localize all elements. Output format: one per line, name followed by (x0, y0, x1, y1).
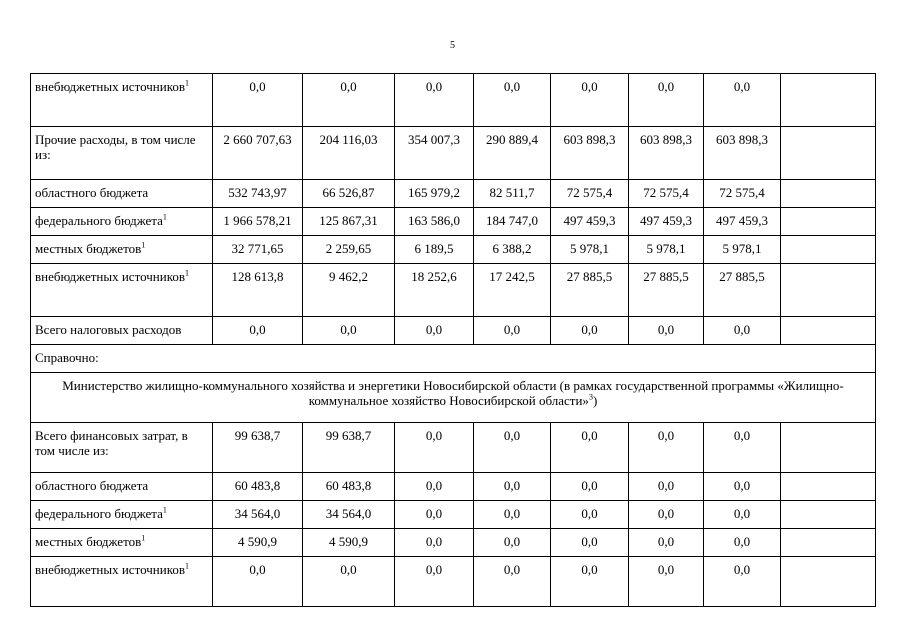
value-cell: 32 771,65 (213, 236, 303, 264)
value-cell: 4 590,9 (303, 529, 395, 557)
value-cell: 184 747,0 (474, 208, 551, 236)
empty-cell (781, 127, 876, 180)
value-cell: 0,0 (213, 74, 303, 127)
value-cell: 0,0 (474, 317, 551, 345)
value-cell: 354 007,3 (395, 127, 474, 180)
empty-cell (781, 208, 876, 236)
value-cell: 27 885,5 (629, 264, 704, 317)
value-cell: 72 575,4 (629, 180, 704, 208)
table-row (31, 180, 876, 208)
value-cell: 0,0 (213, 317, 303, 345)
value-cell: 0,0 (213, 557, 303, 607)
empty-cell (781, 317, 876, 345)
row-label: местных бюджетов$^1$ (31, 529, 213, 557)
value-cell: 0,0 (704, 74, 781, 127)
value-cell: 0,0 (303, 74, 395, 127)
value-cell: 99 638,7 (303, 423, 395, 473)
row-label: федерального бюджета$^1$ (31, 501, 213, 529)
value-cell: 0,0 (629, 423, 704, 473)
value-cell: 0,0 (474, 557, 551, 607)
value-cell: 165 979,2 (395, 180, 474, 208)
table-row (31, 345, 876, 373)
value-cell: 497 459,3 (551, 208, 629, 236)
value-cell: 0,0 (474, 74, 551, 127)
value-cell: 9 462,2 (303, 264, 395, 317)
page-number: 5 (450, 40, 455, 51)
row-label: внебюджетных источников$^1$ (31, 264, 213, 317)
value-cell: 0,0 (395, 423, 474, 473)
value-cell: 0,0 (474, 501, 551, 529)
value-cell: 2 660 707,63 (213, 127, 303, 180)
table-row (31, 208, 876, 236)
value-cell: 603 898,3 (704, 127, 781, 180)
value-cell: 4 590,9 (213, 529, 303, 557)
row-label: областного бюджета (31, 473, 213, 501)
value-cell: 0,0 (551, 557, 629, 607)
value-cell: 0,0 (704, 557, 781, 607)
value-cell: 0,0 (629, 501, 704, 529)
table-row (31, 74, 876, 127)
value-cell: 66 526,87 (303, 180, 395, 208)
table-row (31, 127, 876, 180)
table-row (31, 501, 876, 529)
value-cell: 2 259,65 (303, 236, 395, 264)
value-cell: 0,0 (551, 317, 629, 345)
value-cell: 532 743,97 (213, 180, 303, 208)
empty-cell (781, 557, 876, 607)
row-label: внебюджетных источников$^1$ (31, 74, 213, 127)
value-cell: 0,0 (551, 501, 629, 529)
value-cell: 0,0 (474, 529, 551, 557)
table-row (31, 557, 876, 607)
value-cell: 0,0 (704, 529, 781, 557)
value-cell: 0,0 (395, 74, 474, 127)
value-cell: 0,0 (474, 423, 551, 473)
table-row (31, 423, 876, 473)
value-cell: 0,0 (629, 473, 704, 501)
table-row (31, 373, 876, 423)
value-cell: 34 564,0 (303, 501, 395, 529)
value-cell: 497 459,3 (704, 208, 781, 236)
value-cell: 27 885,5 (704, 264, 781, 317)
value-cell: 0,0 (303, 557, 395, 607)
value-cell: 17 242,5 (474, 264, 551, 317)
table-row (31, 529, 876, 557)
value-cell: 6 189,5 (395, 236, 474, 264)
value-cell: 27 885,5 (551, 264, 629, 317)
empty-cell (781, 423, 876, 473)
value-cell: 72 575,4 (704, 180, 781, 208)
value-cell: 0,0 (704, 501, 781, 529)
value-cell: 60 483,8 (303, 473, 395, 501)
empty-cell (781, 473, 876, 501)
row-label: местных бюджетов$^1$ (31, 236, 213, 264)
value-cell: 0,0 (551, 423, 629, 473)
value-cell: 5 978,1 (551, 236, 629, 264)
empty-cell (781, 180, 876, 208)
value-cell: 0,0 (629, 317, 704, 345)
row-label: Прочие расходы, в том числе из: (31, 127, 213, 180)
value-cell: 0,0 (551, 473, 629, 501)
empty-cell (781, 236, 876, 264)
table-row (31, 264, 876, 317)
value-cell: 128 613,8 (213, 264, 303, 317)
value-cell: 34 564,0 (213, 501, 303, 529)
value-cell: 0,0 (395, 557, 474, 607)
ministry-heading: Министерство жилищно-коммунального хозяйства и энергетики Новосибирской области (в рамках государственной программы «Жилищно-коммунальное хозяйство Новосибирской области»$^3$) (31, 373, 876, 423)
value-cell: 1 966 578,21 (213, 208, 303, 236)
value-cell: 99 638,7 (213, 423, 303, 473)
value-cell: 0,0 (704, 473, 781, 501)
row-label: Всего налоговых расходов (31, 317, 213, 345)
value-cell: 290 889,4 (474, 127, 551, 180)
value-cell: 72 575,4 (551, 180, 629, 208)
value-cell: 603 898,3 (629, 127, 704, 180)
value-cell: 0,0 (303, 317, 395, 345)
value-cell: 0,0 (551, 74, 629, 127)
value-cell: 5 978,1 (704, 236, 781, 264)
value-cell: 497 459,3 (629, 208, 704, 236)
value-cell: 0,0 (704, 423, 781, 473)
row-label: Всего финансовых затрат, в том числе из: (31, 423, 213, 473)
value-cell: 0,0 (551, 529, 629, 557)
row-label: федерального бюджета$^1$ (31, 208, 213, 236)
table-row (31, 236, 876, 264)
row-label: областного бюджета (31, 180, 213, 208)
empty-cell (781, 501, 876, 529)
value-cell: 0,0 (629, 529, 704, 557)
value-cell: 5 978,1 (629, 236, 704, 264)
value-cell: 125 867,31 (303, 208, 395, 236)
value-cell: 0,0 (629, 74, 704, 127)
value-cell: 163 586,0 (395, 208, 474, 236)
value-cell: 0,0 (704, 317, 781, 345)
value-cell: 60 483,8 (213, 473, 303, 501)
budget-table (30, 73, 876, 607)
reference-label: Справочно: (31, 345, 876, 373)
value-cell: 603 898,3 (551, 127, 629, 180)
value-cell: 0,0 (395, 501, 474, 529)
value-cell: 204 116,03 (303, 127, 395, 180)
value-cell: 0,0 (395, 529, 474, 557)
row-label: внебюджетных источников$^1$ (31, 557, 213, 607)
table-row (31, 473, 876, 501)
value-cell: 0,0 (395, 473, 474, 501)
value-cell: 6 388,2 (474, 236, 551, 264)
value-cell: 0,0 (629, 557, 704, 607)
value-cell: 0,0 (474, 473, 551, 501)
empty-cell (781, 529, 876, 557)
empty-cell (781, 74, 876, 127)
value-cell: 0,0 (395, 317, 474, 345)
table-row (31, 317, 876, 345)
value-cell: 18 252,6 (395, 264, 474, 317)
empty-cell (781, 264, 876, 317)
value-cell: 82 511,7 (474, 180, 551, 208)
